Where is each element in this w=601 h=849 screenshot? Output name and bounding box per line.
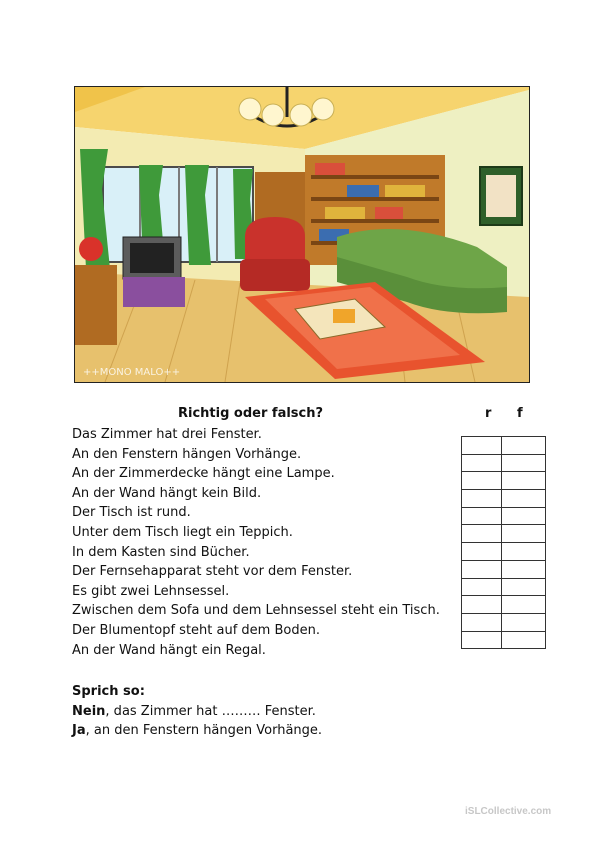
answer-cell-r[interactable] bbox=[462, 490, 502, 508]
example-line-1-bold: Nein bbox=[72, 703, 106, 719]
statement: An den Fenstern hängen Vorhänge. bbox=[72, 446, 302, 462]
answer-cell-r[interactable] bbox=[462, 437, 502, 455]
column-header-r: r bbox=[485, 406, 492, 421]
answer-cell-f[interactable] bbox=[502, 454, 546, 472]
answer-cell-r[interactable] bbox=[462, 631, 502, 649]
answer-row bbox=[462, 507, 546, 525]
answer-row bbox=[462, 490, 546, 508]
answer-cell-f[interactable] bbox=[502, 490, 546, 508]
answer-cell-f[interactable] bbox=[502, 543, 546, 561]
answer-row bbox=[462, 472, 546, 490]
example-title: Sprich so: bbox=[72, 684, 145, 699]
example-line-1-rest: , das Zimmer hat ……… Fenster. bbox=[105, 703, 316, 719]
statement: Es gibt zwei Lehnsessel. bbox=[72, 583, 230, 599]
answer-cell-f[interactable] bbox=[502, 437, 546, 455]
statement: An der Wand hängt ein Regal. bbox=[72, 642, 266, 658]
answer-row bbox=[462, 578, 546, 596]
example-section bbox=[72, 682, 322, 741]
answer-cell-f[interactable] bbox=[502, 525, 546, 543]
statement-list bbox=[72, 425, 440, 660]
statement: Unter dem Tisch liegt ein Teppich. bbox=[72, 524, 293, 540]
answer-cell-f[interactable] bbox=[502, 631, 546, 649]
example-line-1 bbox=[72, 702, 322, 722]
answer-cell-f[interactable] bbox=[502, 578, 546, 596]
answer-row bbox=[462, 543, 546, 561]
answer-cell-r[interactable] bbox=[462, 560, 502, 578]
answer-cell-r[interactable] bbox=[462, 613, 502, 631]
answer-row bbox=[462, 631, 546, 649]
answer-row bbox=[462, 596, 546, 614]
armchair bbox=[240, 217, 310, 291]
answer-cell-r[interactable] bbox=[462, 596, 502, 614]
statement: An der Wand hängt kein Bild. bbox=[72, 485, 262, 501]
answer-cell-r[interactable] bbox=[462, 578, 502, 596]
answer-row bbox=[462, 454, 546, 472]
statement: Zwischen dem Sofa und dem Lehnsessel steht ein Tisch. bbox=[72, 603, 440, 619]
statement: An der Zimmerdecke hängt eine Lampe. bbox=[72, 466, 335, 482]
question-heading: Richtig oder falsch? bbox=[178, 406, 324, 421]
example-line-2 bbox=[72, 721, 322, 741]
answer-grid bbox=[461, 436, 546, 649]
illustration-watermark: ++MONO MALO++ bbox=[83, 367, 181, 378]
example-line-2-rest: , an den Fenstern hängen Vorhänge. bbox=[85, 723, 323, 739]
answer-cell-f[interactable] bbox=[502, 560, 546, 578]
living-room-picture bbox=[75, 87, 529, 382]
statement: Der Tisch ist rund. bbox=[72, 505, 191, 521]
answer-cell-r[interactable] bbox=[462, 525, 502, 543]
site-watermark: iSLCollective.com bbox=[465, 806, 552, 817]
answer-cell-r[interactable] bbox=[462, 507, 502, 525]
answer-row bbox=[462, 525, 546, 543]
answer-cell-r[interactable] bbox=[462, 543, 502, 561]
example-line-2-bold: Ja bbox=[72, 723, 86, 739]
answer-cell-f[interactable] bbox=[502, 472, 546, 490]
statement: Der Blumentopf steht auf dem Boden. bbox=[72, 622, 320, 638]
answer-cell-f[interactable] bbox=[502, 613, 546, 631]
answer-row bbox=[462, 613, 546, 631]
statement: Der Fernsehapparat steht vor dem Fenster. bbox=[72, 564, 353, 580]
living-room-illustration bbox=[74, 86, 530, 383]
answer-row bbox=[462, 437, 546, 455]
answer-cell-r[interactable] bbox=[462, 454, 502, 472]
answer-cell-f[interactable] bbox=[502, 596, 546, 614]
answer-row bbox=[462, 560, 546, 578]
column-header-f: f bbox=[517, 406, 523, 421]
statement: Das Zimmer hat drei Fenster. bbox=[72, 427, 262, 442]
answer-cell-f[interactable] bbox=[502, 507, 546, 525]
answer-cell-r[interactable] bbox=[462, 472, 502, 490]
statement: In dem Kasten sind Bücher. bbox=[72, 544, 250, 560]
